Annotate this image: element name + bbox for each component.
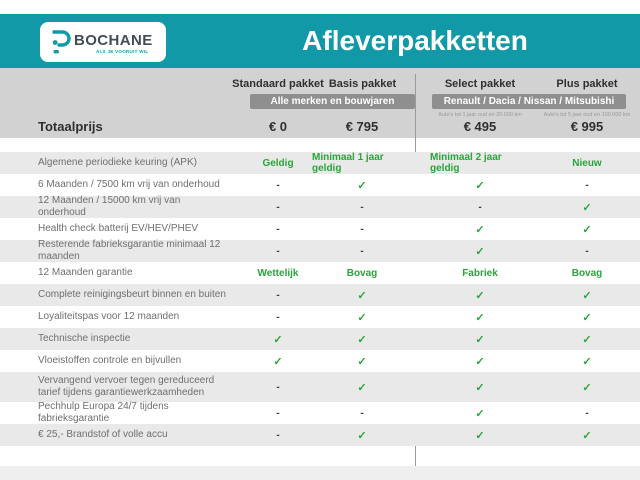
value-text: Nieuw	[572, 157, 602, 169]
feature-value	[430, 284, 530, 306]
page-title: Afleverpakketten	[302, 25, 528, 56]
packages-header	[0, 68, 640, 138]
table-row	[0, 402, 640, 424]
feature-label: Vloeistoffen controle en bijvullen	[38, 355, 182, 366]
check-icon: ✓	[475, 429, 485, 442]
table-row	[0, 306, 640, 328]
column-header-select: Select pakket	[444, 78, 516, 90]
feature-value	[312, 402, 412, 424]
check-icon: ✓	[475, 245, 485, 258]
table-row	[0, 152, 640, 174]
feature-value	[537, 218, 637, 240]
caption-plus-conditions: Auto's tot 5 jaar oud en 100.000 km	[543, 112, 631, 118]
check-icon: ✓	[582, 223, 592, 236]
feature-value	[312, 284, 412, 306]
feature-value	[312, 196, 412, 218]
feature-value	[537, 306, 637, 328]
feature-label: Algemene periodieke keuring (APK)	[38, 157, 197, 168]
check-icon: ✓	[357, 333, 367, 346]
price-select: € 495	[463, 119, 497, 134]
check-icon: ✓	[273, 355, 283, 368]
column-header-plus: Plus pakket	[556, 78, 618, 90]
feature-value	[312, 218, 412, 240]
check-icon: ✓	[475, 311, 485, 324]
check-icon: ✓	[357, 429, 367, 442]
header-bar	[0, 14, 640, 68]
check-icon: ✓	[357, 355, 367, 368]
price-standaard: € 0	[268, 119, 288, 134]
check-icon: ✓	[582, 355, 592, 368]
dash-icon: -	[585, 407, 589, 419]
footer-strip	[0, 466, 640, 480]
table-row	[0, 328, 640, 350]
feature-label: 12 Maanden garantie	[38, 267, 133, 278]
bochane-logo	[40, 22, 166, 62]
feature-label: € 25,- Brandstof of volle accu	[38, 429, 168, 440]
feature-value	[312, 174, 412, 196]
feature-value	[312, 240, 412, 262]
dash-icon: -	[360, 223, 364, 235]
column-header-standaard: Standaard pakket	[232, 78, 324, 90]
feature-label: Technische inspectie	[38, 333, 131, 344]
check-icon: ✓	[357, 381, 367, 394]
feature-value	[537, 372, 637, 402]
feature-value	[537, 350, 637, 372]
bochane-logo-icon	[49, 28, 72, 61]
feature-value	[537, 328, 637, 350]
dash-icon: -	[276, 407, 280, 419]
logo-tagline: ALS JE VOORUIT WIL	[96, 49, 149, 54]
feature-value	[537, 284, 637, 306]
caption-select-conditions: Auto's tot 1 jaar oud en 20.000 km	[438, 112, 522, 118]
table-row	[0, 218, 640, 240]
feature-label: 12 Maanden / 15000 km vrij van onderhoud	[38, 195, 181, 218]
feature-value	[430, 218, 530, 240]
value-text: Bovag	[346, 267, 378, 279]
feature-label: Loyaliteitspas voor 12 maanden	[38, 311, 180, 322]
feature-value	[430, 174, 530, 196]
check-icon: ✓	[582, 289, 592, 302]
value-text: Minimaal 2 jaar geldig	[430, 152, 502, 174]
feature-value	[312, 262, 412, 284]
feature-value	[430, 240, 530, 262]
feature-value	[430, 262, 530, 284]
dash-icon: -	[276, 245, 280, 257]
feature-value	[430, 350, 530, 372]
feature-value	[430, 328, 530, 350]
feature-value	[312, 328, 412, 350]
check-icon: ✓	[582, 333, 592, 346]
feature-value	[430, 372, 530, 402]
check-icon: ✓	[475, 223, 485, 236]
table-row	[0, 372, 640, 402]
value-text: Geldig	[262, 157, 294, 169]
feature-label: 6 Maanden / 7500 km vrij van onderhoud	[38, 179, 220, 190]
check-icon: ✓	[357, 179, 367, 192]
feature-value	[537, 402, 637, 424]
dash-icon: -	[276, 201, 280, 213]
check-icon: ✓	[475, 289, 485, 302]
check-icon: ✓	[475, 381, 485, 394]
feature-label: Complete reinigingsbeurt binnen en buiten	[38, 289, 226, 300]
feature-value	[430, 152, 530, 174]
feature-value	[430, 196, 530, 218]
dash-icon: -	[585, 245, 589, 257]
feature-value	[312, 152, 412, 174]
dash-icon: -	[360, 245, 364, 257]
feature-value	[430, 306, 530, 328]
check-icon: ✓	[357, 311, 367, 324]
dash-icon: -	[276, 311, 280, 323]
value-text: Fabriek	[462, 267, 498, 279]
feature-value	[537, 152, 637, 174]
totals-label: Totaalprijs	[38, 119, 103, 134]
badge-all-brands: Alle merken en bouwjaren	[250, 94, 415, 109]
check-icon: ✓	[357, 289, 367, 302]
logo-name: BOCHANE	[74, 32, 153, 49]
check-icon: ✓	[582, 311, 592, 324]
feature-label: Health check batterij EV/HEV/PHEV	[38, 223, 199, 234]
table-row	[0, 284, 640, 306]
dash-icon: -	[276, 289, 280, 301]
feature-value	[312, 372, 412, 402]
dash-icon: -	[276, 429, 280, 441]
price-plus: € 995	[570, 119, 604, 134]
feature-label: Vervangend vervoer tegen gereduceerd tarief tijdens garantiewerkzaamheden	[38, 375, 215, 398]
feature-value	[537, 196, 637, 218]
badge-renault-group: Renault / Dacia / Nissan / Mitsubishi	[432, 94, 626, 109]
check-icon: ✓	[582, 201, 592, 214]
feature-label: Pechhulp Europa 24/7 tijdens fabrieksgarantie	[38, 401, 169, 424]
feature-value	[537, 174, 637, 196]
feature-value	[537, 262, 637, 284]
dash-icon: -	[585, 179, 589, 191]
check-icon: ✓	[273, 333, 283, 346]
check-icon: ✓	[475, 333, 485, 346]
table-row	[0, 240, 640, 262]
value-text: Minimaal 1 jaar geldig	[312, 152, 384, 174]
dash-icon: -	[276, 179, 280, 191]
feature-value	[312, 306, 412, 328]
table-row	[0, 424, 640, 446]
dash-icon: -	[276, 381, 280, 393]
check-icon: ✓	[475, 179, 485, 192]
dash-icon: -	[276, 223, 280, 235]
column-header-basis: Basis pakket	[328, 78, 397, 90]
dash-icon: -	[478, 201, 482, 213]
feature-value	[312, 350, 412, 372]
value-text: Bovag	[571, 267, 603, 279]
check-icon: ✓	[582, 381, 592, 394]
table-row	[0, 262, 640, 284]
comparison-table	[0, 152, 640, 446]
dash-icon: -	[360, 407, 364, 419]
table-row	[0, 174, 640, 196]
feature-value	[430, 424, 530, 446]
price-basis: € 795	[345, 119, 379, 134]
table-row	[0, 350, 640, 372]
check-icon: ✓	[582, 429, 592, 442]
feature-value	[430, 402, 530, 424]
value-text: Wettelijk	[257, 267, 299, 279]
feature-value	[537, 240, 637, 262]
feature-label: Resterende fabrieksgarantie minimaal 12 maanden	[38, 239, 221, 262]
feature-value	[312, 424, 412, 446]
feature-value	[537, 424, 637, 446]
dash-icon: -	[360, 201, 364, 213]
check-icon: ✓	[475, 355, 485, 368]
table-row	[0, 196, 640, 218]
check-icon: ✓	[475, 407, 485, 420]
